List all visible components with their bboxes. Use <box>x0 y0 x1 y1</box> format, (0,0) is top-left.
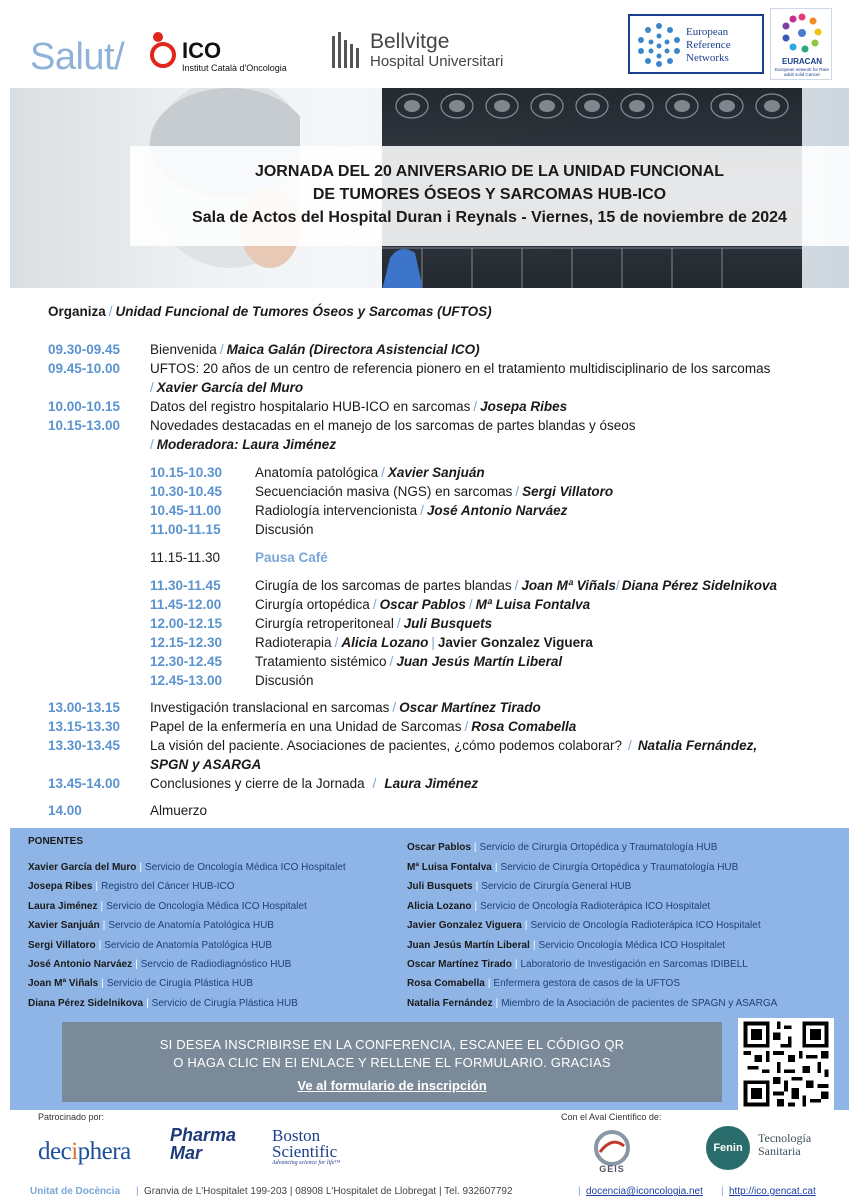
footer-email-link[interactable]: docencia@iconcologia.net <box>586 1186 703 1197</box>
ponente-item <box>407 939 725 952</box>
inscription-box <box>62 1022 722 1102</box>
bellvitge-subtitle: Hospital Universitari <box>370 53 504 70</box>
program-row <box>0 717 849 737</box>
pausa-row <box>0 548 849 568</box>
ponente-name: Joan Mª Viñals <box>28 978 99 989</box>
program <box>0 296 849 826</box>
program-time: 13.00-13.15 <box>48 700 121 715</box>
pausa-label: Pausa Café <box>255 550 328 565</box>
geis-logo-icon <box>590 1128 634 1184</box>
program-time: 09.30-09.45 <box>48 342 121 357</box>
ponente-name: Natalia Fernández <box>407 998 493 1009</box>
program-speaker: Mª Luisa Fontalva <box>475 597 591 612</box>
program-text <box>255 482 613 501</box>
separator: | <box>100 901 104 912</box>
program-text <box>150 397 567 416</box>
program-topic: Bienvenida <box>150 342 217 357</box>
ponente-dept: Servicio de Cirurgía Ortopédica y Traumatología HUB <box>479 842 718 853</box>
separator: / <box>615 578 620 593</box>
program-text <box>150 736 757 755</box>
euracan-name: EURACAN <box>782 57 822 66</box>
program-row <box>0 633 849 653</box>
ponentes-panel <box>10 828 849 1014</box>
ponente-item <box>28 997 298 1010</box>
ponente-dept: Servicio de Oncología Médica ICO Hospitalet <box>145 862 346 873</box>
separator: / <box>372 776 377 791</box>
banner-title-line3: Sala de Actos del Hospital Duran i Reynals - Viernes, 15 de noviembre de 2024 <box>192 209 787 226</box>
ponente-item <box>28 939 272 952</box>
fenin-text-line: Sanitaria <box>758 1144 801 1158</box>
ico-subtitle: Institut Català d'Oncologia <box>182 63 287 73</box>
program-speaker: Rosa Comabella <box>471 719 577 734</box>
program-time: 12.45-13.00 <box>150 673 223 688</box>
program-topic: La visión del paciente. Asociaciones de pacientes, ¿cómo podemos colaborar? <box>150 738 623 753</box>
fenin-logo: Fenin <box>706 1126 750 1170</box>
separator: | <box>514 959 518 970</box>
program-speaker: Javier Gonzalez Viguera <box>437 635 593 650</box>
pharmamar-text: Pharma <box>170 1125 237 1145</box>
separator: | <box>139 862 142 873</box>
ponente-item <box>407 841 717 854</box>
footer-unit: Unitat de Docència <box>30 1186 121 1197</box>
program-text <box>255 501 567 520</box>
banner-title <box>130 160 849 229</box>
ponente-item <box>407 958 748 971</box>
ponente-dept: Laboratorio de Investigación en Sarcomas IDIBELL <box>520 959 748 970</box>
inscription-panel <box>10 1014 849 1110</box>
ponente-dept: Servicio de Cirugía Plástica HUB <box>151 998 298 1009</box>
program-time: 13.30-13.45 <box>48 738 121 753</box>
separator: / <box>219 342 224 357</box>
ponente-dept: Servicio de Anatomía Patológica HUB <box>104 940 273 951</box>
program-text <box>255 633 593 652</box>
program-time: 11.30-11.45 <box>150 578 221 593</box>
separator: / <box>514 578 519 593</box>
boston-tagline: Advancing science for life™ <box>272 1160 341 1166</box>
footer-address: Granvia de L'Hospitalet 199-203 | 08908 L'Hospitalet de Llobregat | Tel. 932607792 <box>144 1186 513 1197</box>
ponente-name: Oscar Martínez Tirado <box>407 959 512 970</box>
program-text <box>255 576 777 595</box>
ponente-name: Juan Jesús Martín Liberal <box>407 940 530 951</box>
program-speaker: José Antonio Narváez <box>426 503 568 518</box>
program-text <box>150 340 480 359</box>
ponente-name: Juli Busquets <box>407 881 473 892</box>
separator: | <box>146 998 149 1009</box>
program-row <box>0 397 849 417</box>
program-topic: Conclusiones y cierre de la Jornada <box>150 776 365 791</box>
ponente-item <box>28 880 234 893</box>
ern-logo <box>628 14 764 74</box>
program-topic: Tratamiento sistémico <box>255 654 387 669</box>
ponente-name: Sergi Villatoro <box>28 940 96 951</box>
program-topic: UFTOS: 20 años de un centro de referencia pionero en el tratamiento multidisciplinario de los sarcomas <box>150 361 771 376</box>
program-time: 12.00-12.15 <box>150 616 223 631</box>
inscription-line: O HAGA CLIC EN EI ENLACE Y RELLENE EL FORMULARIO. GRACIAS <box>173 1055 611 1070</box>
program-time: 14.00 <box>48 803 82 818</box>
separator: / <box>389 654 394 669</box>
ponente-name: Rosa Comabella <box>407 978 485 989</box>
program-speaker: Joan Mª Viñals <box>521 578 616 593</box>
salut-logo: Salut/ <box>30 36 125 78</box>
separator: / <box>464 719 469 734</box>
separator: / <box>468 597 473 612</box>
separator: | <box>721 1186 724 1197</box>
separator: / <box>150 380 154 395</box>
ponente-dept: Enfermera gestora de casos de la UFTOS <box>493 978 680 989</box>
program-text <box>150 378 303 397</box>
program-text <box>255 463 485 482</box>
sponsors-label: Patrocinado por: <box>38 1112 105 1122</box>
separator: / <box>628 738 632 753</box>
ern-text <box>686 26 731 65</box>
program-time: 10.00-10.15 <box>48 399 121 414</box>
deciphera-text: i <box>71 1138 78 1165</box>
inscription-line: SI DESEA INSCRIBIRSE EN LA CONFERENCIA, ESCANEE EL CÓDIGO QR <box>159 1037 625 1052</box>
program-text <box>150 698 541 717</box>
program-topic: Secuenciación masiva (NGS) en sarcomas <box>255 484 513 499</box>
program-text <box>150 435 336 454</box>
program-text <box>150 755 261 774</box>
separator: | <box>495 998 499 1009</box>
pharmamar-text: Mar <box>170 1143 203 1163</box>
euracan-dots-icon <box>780 12 824 56</box>
program-time: 10.15-13.00 <box>48 418 121 433</box>
program-speaker: Oscar Pablos <box>379 597 466 612</box>
separator: | <box>98 940 102 951</box>
separator: | <box>474 901 478 912</box>
deciphera-logo <box>38 1138 131 1166</box>
program-topic: Papel de la enfermería en una Unidad de Sarcomas <box>150 719 462 734</box>
separator: | <box>524 920 528 931</box>
program-text <box>150 774 478 793</box>
program-row <box>0 774 849 794</box>
ern-dots-icon <box>634 20 684 70</box>
program-speaker: Xavier García del Muro <box>156 380 304 395</box>
separator: | <box>135 959 138 970</box>
program-time: 09.45-10.00 <box>48 361 121 376</box>
ponente-dept: Miembro de la Asociación de pacientes de SPAGN y ASARGA <box>501 998 778 1009</box>
ponente-dept: Servicio de Cirugía Plástica HUB <box>106 978 253 989</box>
ico-name: ICO <box>182 38 222 63</box>
program-row <box>0 482 849 502</box>
organiza-label: Organiza <box>48 304 106 319</box>
ern-text-line: Networks <box>686 52 729 64</box>
ponente-name: José Antonio Narváez <box>28 959 133 970</box>
ponente-item <box>407 900 710 913</box>
program-speaker: Sergi Villatoro <box>522 484 614 499</box>
separator: | <box>136 1186 139 1197</box>
ico-logo <box>148 26 318 76</box>
ponente-name: Xavier Sanjuán <box>28 920 100 931</box>
program-text <box>255 595 590 614</box>
separator: | <box>101 978 104 989</box>
separator: | <box>473 842 477 853</box>
aval-label: Con el Aval Científico de: <box>561 1112 662 1122</box>
program-time: 12.15-12.30 <box>150 635 223 650</box>
program-text <box>255 652 562 671</box>
program-row <box>0 340 849 360</box>
program-speaker: Diana Pérez Sidelnikova <box>621 578 778 593</box>
ponente-name: Alicia Lozano <box>407 901 472 912</box>
sponsors-section <box>0 1110 849 1186</box>
program-speaker: SPGN y ASARGA <box>150 757 262 772</box>
banner <box>10 88 849 288</box>
program-speaker: Josepa Ribes <box>480 399 568 414</box>
program-speaker: Laura Jiménez <box>384 776 479 791</box>
ponente-item <box>28 900 307 913</box>
program-speaker: Moderadora: Laura Jiménez <box>156 437 337 452</box>
organiza-line <box>48 304 492 319</box>
banner-title-line1: JORNADA DEL 20 ANIVERSARIO DE LA UNIDAD FUNCIONAL <box>254 163 725 180</box>
header <box>0 0 849 88</box>
separator: | <box>532 940 536 951</box>
program-time: 11.45-12.00 <box>150 597 222 612</box>
program-row <box>0 671 849 691</box>
geis-text: GEIS <box>599 1164 625 1174</box>
program-row <box>0 698 849 718</box>
program-text <box>255 614 492 633</box>
program-topic: Investigación translacional en sarcomas <box>150 700 390 715</box>
program-topic: Datos del registro hospitalario HUB-ICO en sarcomas <box>150 399 471 414</box>
pausa-time: 11.15-11.30 <box>150 550 221 565</box>
ponente-item <box>407 997 777 1010</box>
program-speaker: Oscar Martínez Tirado <box>399 700 541 715</box>
registration-form-link[interactable]: Ve al formulario de inscripción <box>297 1078 487 1093</box>
ponente-name: Laura Jiménez <box>28 901 98 912</box>
euracan-logo <box>770 8 832 80</box>
program-time: 10.45-11.00 <box>150 503 222 518</box>
fenin-text <box>758 1132 811 1158</box>
separator: | <box>475 881 479 892</box>
program-row <box>0 463 849 483</box>
ponente-dept: Servicio Oncología Médica ICO Hospitalet <box>538 940 726 951</box>
separator: / <box>150 437 154 452</box>
pharmamar-logo <box>170 1126 250 1162</box>
separator: / <box>515 484 520 499</box>
program-time: 13.15-13.30 <box>48 719 121 734</box>
ponente-item <box>28 958 291 971</box>
program-time: 11.00-11.15 <box>150 522 221 537</box>
program-row <box>0 359 849 399</box>
program-speaker: Xavier Sanjuán <box>387 465 485 480</box>
ponente-dept: Servcio de Radiodiagnóstico HUB <box>140 959 292 970</box>
ponente-item <box>407 880 631 893</box>
program-topic: Cirurgía ortopédica <box>255 597 370 612</box>
program-speaker: Juan Jesús Martín Liberal <box>396 654 563 669</box>
program-row <box>0 501 849 521</box>
program-topic: Anatomía patológica <box>255 465 379 480</box>
ponente-item <box>407 861 738 874</box>
ponente-item <box>28 861 346 874</box>
program-topic: Discusión <box>255 673 314 688</box>
separator: / <box>372 597 377 612</box>
ponente-item <box>407 919 761 932</box>
program-topic: Novedades destacadas en el manejo de los sarcomas de partes blandas y óseos <box>150 418 636 433</box>
program-row <box>0 736 849 776</box>
separator: / <box>381 465 385 480</box>
program-topic: Radiología intervencionista <box>255 503 418 518</box>
separator: | <box>578 1186 581 1197</box>
ponente-name: Mª Luisa Fontalva <box>407 862 492 873</box>
program-speaker: Natalia Fernández, <box>637 738 758 753</box>
program-row <box>0 416 849 456</box>
boston-scientific-logo <box>272 1128 372 1166</box>
inscription-text <box>62 1036 722 1072</box>
program-row <box>0 614 849 634</box>
boston-text: Scientific <box>272 1142 338 1161</box>
deciphera-text: phera <box>77 1138 131 1165</box>
separator: | <box>494 862 498 873</box>
separator: / <box>392 700 397 715</box>
program-row <box>0 652 849 672</box>
program-speaker: Alicia Lozano <box>341 635 429 650</box>
fenin-text-line: Tecnología <box>758 1131 812 1145</box>
euracan-subtitle: European network for Rare adult solid Cancer <box>774 67 830 77</box>
program-topic: Almuerzo <box>150 803 208 818</box>
bellvitge-name: Bellvitge <box>370 30 450 53</box>
program-time: 10.15-10.30 <box>150 465 223 480</box>
deciphera-text: dec <box>38 1138 72 1165</box>
boston-text: Boston <box>272 1126 321 1145</box>
program-topic: Discusión <box>255 522 314 537</box>
program-topic: Cirugía de los sarcomas de partes blandas <box>255 578 512 593</box>
ponente-name: Javier Gonzalez Viguera <box>407 920 522 931</box>
ern-text-line: European <box>686 26 729 38</box>
separator: | <box>95 881 99 892</box>
separator: / <box>108 304 113 319</box>
separator: | <box>102 920 106 931</box>
program-row <box>0 576 849 596</box>
ponente-dept: Servcio de Anatomía Patológica HUB <box>108 920 274 931</box>
ponente-dept: Servicio de Oncología Radioterápica ICO Hospitalet <box>480 901 711 912</box>
ponente-dept: Servicio de Cirurgía Ortopédica y Traumatología HUB <box>500 862 739 873</box>
separator: | <box>487 978 491 989</box>
program-speaker: Juli Busquets <box>403 616 493 631</box>
ponente-dept: Servicio de Cirurgía General HUB <box>481 881 632 892</box>
qr-code-icon[interactable] <box>738 1018 834 1110</box>
program-topic: Radioterapia <box>255 635 332 650</box>
ponente-name: Josepa Ribes <box>28 881 93 892</box>
footer-web-link[interactable]: http://ico.gencat.cat <box>729 1186 816 1197</box>
program-row <box>0 595 849 615</box>
ponente-name: Oscar Pablos <box>407 842 471 853</box>
bellvitge-logo <box>330 28 510 72</box>
ico-mark-icon <box>148 30 178 70</box>
ponente-name: Diana Pérez Sidelnikova <box>28 998 144 1009</box>
ponente-item <box>407 977 680 990</box>
program-time: 13.45-14.00 <box>48 776 121 791</box>
bellvitge-building-icon <box>330 30 366 70</box>
separator: / <box>396 616 401 631</box>
program-topic: Cirurgía retroperitoneal <box>255 616 394 631</box>
program-row <box>0 801 849 821</box>
separator: / <box>334 635 339 650</box>
program-text <box>150 717 576 736</box>
ponente-dept: Registro del Cáncer HUB-ICO <box>101 881 235 892</box>
ponente-dept: Servicio de Oncología Médica ICO Hospitalet <box>106 901 307 912</box>
organiza-value: Unidad Funcional de Tumores Óseos y Sarcomas (UFTOS) <box>115 304 492 319</box>
program-time: 10.30-10.45 <box>150 484 223 499</box>
ponentes-title: PONENTES <box>28 836 84 847</box>
ponente-item <box>28 919 274 932</box>
banner-title-line2: DE TUMORES ÓSEOS Y SARCOMAS HUB-ICO <box>312 186 667 203</box>
separator: / <box>473 399 478 414</box>
program-row <box>0 520 849 540</box>
ponente-item <box>28 977 253 990</box>
separator: / <box>420 503 424 518</box>
ponente-dept: Servicio de Oncología Radioterápica ICO Hospitalet <box>530 920 761 931</box>
program-time: 12.30-12.45 <box>150 654 223 669</box>
ponente-name: Xavier García del Muro <box>28 862 137 873</box>
separator: | <box>431 635 435 650</box>
program-speaker: Maica Galán (Directora Asistencial ICO) <box>226 342 480 357</box>
footer <box>0 1186 849 1200</box>
ern-text-line: Reference <box>686 39 731 51</box>
